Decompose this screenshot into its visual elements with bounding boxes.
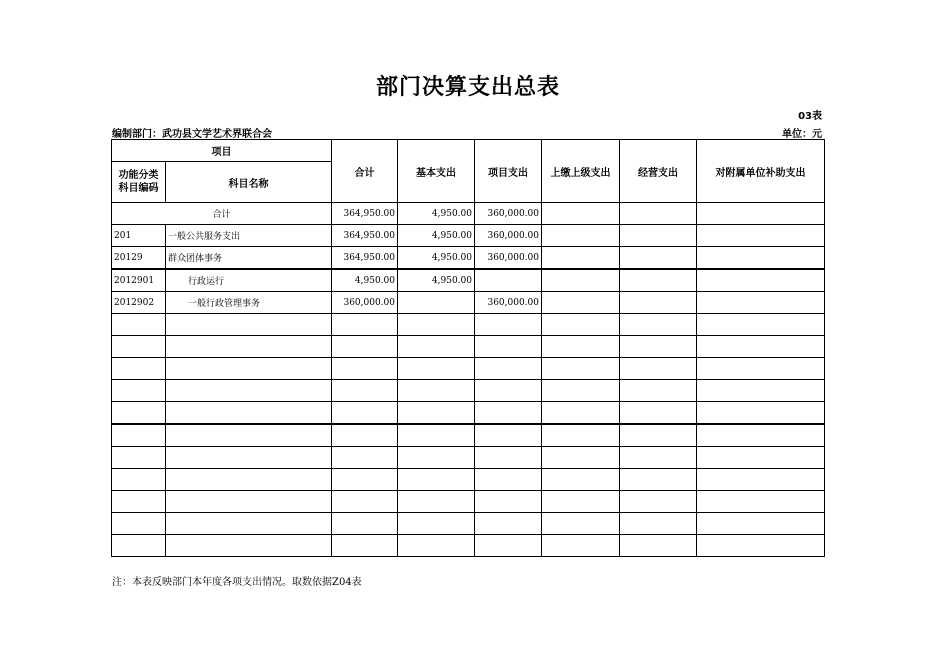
table-row bbox=[112, 292, 825, 314]
empty-cell bbox=[398, 380, 475, 402]
empty-row bbox=[112, 424, 825, 447]
empty-cell bbox=[112, 535, 166, 557]
empty-cell bbox=[697, 447, 825, 469]
form-number: 03表 bbox=[798, 111, 822, 122]
row-name: 一般行政管理事务 bbox=[166, 292, 332, 314]
empty-cell bbox=[166, 424, 332, 447]
empty-cell bbox=[112, 402, 166, 425]
empty-cell bbox=[697, 424, 825, 447]
empty-cell bbox=[332, 535, 398, 557]
empty-cell bbox=[112, 314, 166, 336]
empty-cell bbox=[475, 380, 542, 402]
row-name: 一般公共服务支出 bbox=[166, 225, 332, 247]
empty-cell bbox=[620, 424, 697, 447]
row-basic: 4,950.00 bbox=[398, 247, 475, 270]
empty-cell bbox=[112, 358, 166, 380]
header-basic: 基本支出 bbox=[398, 140, 475, 203]
empty-cell bbox=[475, 491, 542, 513]
header-subject-name: 科目名称 bbox=[166, 162, 332, 203]
row-total: 364,950.00 bbox=[332, 247, 398, 270]
empty-cell bbox=[398, 535, 475, 557]
header-project-expense: 项目支出 bbox=[475, 140, 542, 203]
empty-cell bbox=[620, 513, 697, 535]
empty-cell bbox=[332, 336, 398, 358]
empty-cell bbox=[475, 513, 542, 535]
empty-cell bbox=[697, 491, 825, 513]
footnote: 注：本表反映部门本年度各项支出情况。取数依据Z04表 bbox=[112, 577, 362, 588]
empty-row bbox=[112, 535, 825, 557]
empty-cell bbox=[620, 336, 697, 358]
empty-cell bbox=[620, 402, 697, 425]
empty-cell bbox=[332, 424, 398, 447]
row-project: 360,000.00 bbox=[475, 247, 542, 270]
row-code: 2012902 bbox=[112, 292, 166, 314]
empty-cell bbox=[542, 336, 620, 358]
row-code: 201 bbox=[112, 225, 166, 247]
empty-cell bbox=[475, 447, 542, 469]
row-total: 4,950.00 bbox=[332, 269, 398, 292]
empty-row bbox=[112, 513, 825, 535]
empty-cell bbox=[620, 535, 697, 557]
empty-cell bbox=[112, 513, 166, 535]
row-name: 群众团体事务 bbox=[166, 247, 332, 270]
empty-cell bbox=[542, 491, 620, 513]
empty-cell bbox=[620, 358, 697, 380]
header-subsidy: 对附属单位补助支出 bbox=[697, 140, 825, 203]
empty-cell bbox=[542, 424, 620, 447]
row-project: 360,000.00 bbox=[475, 225, 542, 247]
empty-cell bbox=[697, 358, 825, 380]
empty-cell bbox=[697, 314, 825, 336]
empty-cell bbox=[697, 469, 825, 491]
empty-rows bbox=[112, 314, 825, 557]
unit-label: 单位：元 bbox=[782, 129, 822, 140]
empty-cell bbox=[620, 380, 697, 402]
empty-cell bbox=[475, 314, 542, 336]
empty-cell bbox=[166, 358, 332, 380]
table-row bbox=[112, 247, 825, 270]
empty-cell bbox=[398, 447, 475, 469]
empty-cell bbox=[112, 380, 166, 402]
summary-basic: 4,950.00 bbox=[398, 203, 475, 225]
empty-cell bbox=[542, 513, 620, 535]
empty-cell bbox=[475, 336, 542, 358]
empty-cell bbox=[620, 491, 697, 513]
empty-cell bbox=[542, 535, 620, 557]
row-basic: 4,950.00 bbox=[398, 225, 475, 247]
empty-cell bbox=[332, 513, 398, 535]
empty-cell bbox=[332, 491, 398, 513]
empty-cell bbox=[475, 402, 542, 425]
row-total: 360,000.00 bbox=[332, 292, 398, 314]
empty-cell bbox=[166, 469, 332, 491]
row-code: 2012901 bbox=[112, 269, 166, 292]
empty-row bbox=[112, 402, 825, 425]
empty-cell bbox=[542, 402, 620, 425]
row-project: 360,000.00 bbox=[475, 292, 542, 314]
empty-cell bbox=[332, 447, 398, 469]
empty-row bbox=[112, 314, 825, 336]
row-basic: 4,950.00 bbox=[398, 269, 475, 292]
empty-cell bbox=[332, 402, 398, 425]
department-label: 编制部门：武功县文学艺术界联合会 bbox=[112, 129, 272, 140]
empty-cell bbox=[332, 358, 398, 380]
empty-cell bbox=[398, 358, 475, 380]
empty-row bbox=[112, 491, 825, 513]
empty-cell bbox=[166, 336, 332, 358]
row-project bbox=[475, 269, 542, 292]
empty-cell bbox=[398, 314, 475, 336]
empty-row bbox=[112, 447, 825, 469]
empty-cell bbox=[475, 469, 542, 491]
empty-row bbox=[112, 380, 825, 402]
empty-cell bbox=[620, 469, 697, 491]
empty-cell bbox=[398, 513, 475, 535]
empty-cell bbox=[166, 314, 332, 336]
empty-cell bbox=[398, 402, 475, 425]
empty-cell bbox=[112, 469, 166, 491]
row-basic bbox=[398, 292, 475, 314]
row-total: 364,950.00 bbox=[332, 225, 398, 247]
empty-cell bbox=[332, 469, 398, 491]
empty-cell bbox=[475, 424, 542, 447]
summary-label: 合计 bbox=[112, 203, 332, 225]
empty-cell bbox=[112, 336, 166, 358]
header-upper: 上缴上级支出 bbox=[542, 140, 620, 203]
header-project: 项目 bbox=[112, 140, 332, 162]
empty-cell bbox=[475, 535, 542, 557]
empty-cell bbox=[475, 358, 542, 380]
row-name: 行政运行 bbox=[166, 269, 332, 292]
empty-cell bbox=[166, 535, 332, 557]
empty-cell bbox=[166, 491, 332, 513]
empty-cell bbox=[542, 358, 620, 380]
empty-row bbox=[112, 336, 825, 358]
empty-cell bbox=[332, 314, 398, 336]
empty-cell bbox=[398, 491, 475, 513]
empty-cell bbox=[112, 424, 166, 447]
expenditure-table bbox=[111, 139, 825, 557]
empty-cell bbox=[697, 402, 825, 425]
empty-cell bbox=[166, 513, 332, 535]
table-row bbox=[112, 269, 825, 292]
empty-cell bbox=[112, 447, 166, 469]
empty-cell bbox=[112, 491, 166, 513]
empty-cell bbox=[166, 402, 332, 425]
header-business: 经营支出 bbox=[620, 140, 697, 203]
empty-cell bbox=[697, 380, 825, 402]
empty-cell bbox=[542, 447, 620, 469]
empty-cell bbox=[697, 535, 825, 557]
header-func-code: 功能分类科目编码 bbox=[112, 162, 166, 203]
empty-cell bbox=[398, 336, 475, 358]
empty-cell bbox=[166, 380, 332, 402]
empty-cell bbox=[398, 424, 475, 447]
table-row bbox=[112, 225, 825, 247]
summary-total: 364,950.00 bbox=[332, 203, 398, 225]
empty-cell bbox=[542, 314, 620, 336]
page-title: 部门决算支出总表 bbox=[375, 75, 560, 100]
empty-cell bbox=[398, 469, 475, 491]
empty-cell bbox=[620, 314, 697, 336]
empty-row bbox=[112, 469, 825, 491]
empty-cell bbox=[697, 336, 825, 358]
empty-cell bbox=[542, 380, 620, 402]
empty-row bbox=[112, 358, 825, 380]
header-total: 合计 bbox=[332, 140, 398, 203]
row-code: 20129 bbox=[112, 247, 166, 270]
empty-cell bbox=[166, 447, 332, 469]
empty-cell bbox=[620, 447, 697, 469]
summary-project: 360,000.00 bbox=[475, 203, 542, 225]
empty-cell bbox=[697, 513, 825, 535]
empty-cell bbox=[332, 380, 398, 402]
empty-cell bbox=[542, 469, 620, 491]
